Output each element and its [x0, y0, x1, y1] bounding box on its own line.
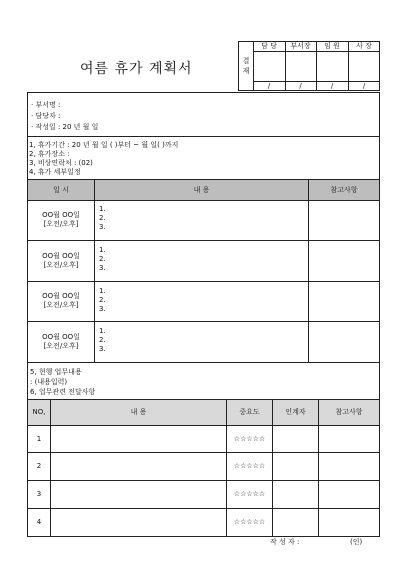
task-row-no: 3 — [36, 490, 42, 498]
task-header-no: NO, — [32, 408, 46, 416]
schedule-item: 1. — [99, 246, 106, 254]
schedule-item: 2. — [99, 214, 106, 222]
schedule-row — [28, 322, 94, 362]
task-row-no: 1 — [36, 434, 42, 443]
schedule-items — [99, 246, 106, 273]
approval-col-executive: 임 원 — [324, 41, 340, 50]
schedule-item: 3. — [99, 345, 106, 353]
task-row-no: 2 — [36, 462, 42, 470]
approval-col-staff: 담 당 — [261, 41, 277, 50]
schedule-item: 3. — [99, 305, 106, 313]
task-header-importance: 중요도 — [239, 408, 260, 416]
schedule-date: OO월 OO일 — [42, 333, 80, 341]
task-importance-stars: ☆☆☆☆☆ — [233, 434, 266, 443]
vacation-place: 2, 휴가장소 : — [29, 150, 70, 158]
approval-col-manager: 부서장 — [290, 41, 311, 50]
schedule-date: OO월 OO일 — [42, 211, 80, 219]
schedule-item: 2. — [99, 296, 106, 304]
task-header-content: 내 용 — [130, 408, 147, 416]
task-row-no: 4 — [36, 518, 42, 526]
schedule-item: 1. — [99, 205, 106, 213]
schedule-header-datetime: 일 시 — [53, 185, 69, 194]
document-title: 여름 휴가 계획서 — [80, 61, 193, 77]
author-label: 작 성 자 : — [270, 538, 300, 546]
task-importance-stars: ☆☆☆☆☆ — [233, 490, 266, 498]
task-importance-stars: ☆☆☆☆☆ — [233, 518, 266, 526]
approval-slash: / — [362, 81, 366, 90]
schedule-items — [99, 327, 106, 354]
schedule-item: 1. — [99, 327, 106, 335]
schedule-item: 3. — [99, 264, 106, 272]
approval-col-president: 사 장 — [356, 41, 372, 50]
schedule-date: OO월 OO일 — [42, 252, 80, 260]
person-field: · 담당자 : — [31, 112, 61, 120]
schedule-item: 3. — [99, 223, 106, 231]
seal-mark: (인) — [350, 538, 363, 546]
date-field: · 작성일 : 20 년 월 일 — [31, 123, 99, 131]
task-header-notes: 참고사항 — [335, 408, 363, 416]
current-work-input: : (내용입력) — [30, 378, 68, 386]
schedule-items — [99, 205, 106, 232]
schedule-row — [28, 282, 94, 321]
schedule-items — [99, 287, 106, 314]
schedule-date: OO월 OO일 — [42, 292, 80, 300]
vacation-period: 1, 휴가기간 : 20 년 월 일 ( )부터 ~ 월 일( )까지 — [29, 141, 179, 149]
schedule-header-notes: 참고사항 — [330, 185, 358, 194]
task-header-assignee: 인계자 — [285, 408, 306, 416]
schedule-row — [28, 241, 94, 281]
approval-slash: / — [299, 81, 302, 90]
task-importance-stars: ☆☆☆☆☆ — [233, 462, 266, 470]
approval-label: 결재 — [242, 57, 250, 75]
schedule-ampm: [오전/오후] — [43, 301, 79, 309]
schedule-item: 2. — [99, 255, 106, 263]
schedule-item: 1. — [99, 287, 106, 295]
schedule-row — [28, 201, 94, 240]
dept-field: · 부서명 : — [31, 101, 61, 109]
current-work-heading: 5, 현행 업무내용 — [30, 368, 82, 376]
schedule-header-content: 내 용 — [193, 185, 210, 194]
approval-slash: / — [330, 81, 334, 90]
schedule-item: 2. — [99, 336, 106, 344]
approval-slash: / — [267, 81, 271, 90]
schedule-ampm: [오전/오후] — [43, 342, 79, 350]
schedule-ampm: [오전/오후] — [43, 220, 79, 228]
schedule-ampm: [오전/오후] — [43, 261, 79, 269]
schedule-heading: 4, 휴가 세부일정 — [29, 168, 81, 176]
handover-notes-heading: 6, 업무관련 전달사항 — [30, 388, 96, 396]
emergency-contact: 3, 비상연락처 : (02) — [29, 159, 93, 167]
